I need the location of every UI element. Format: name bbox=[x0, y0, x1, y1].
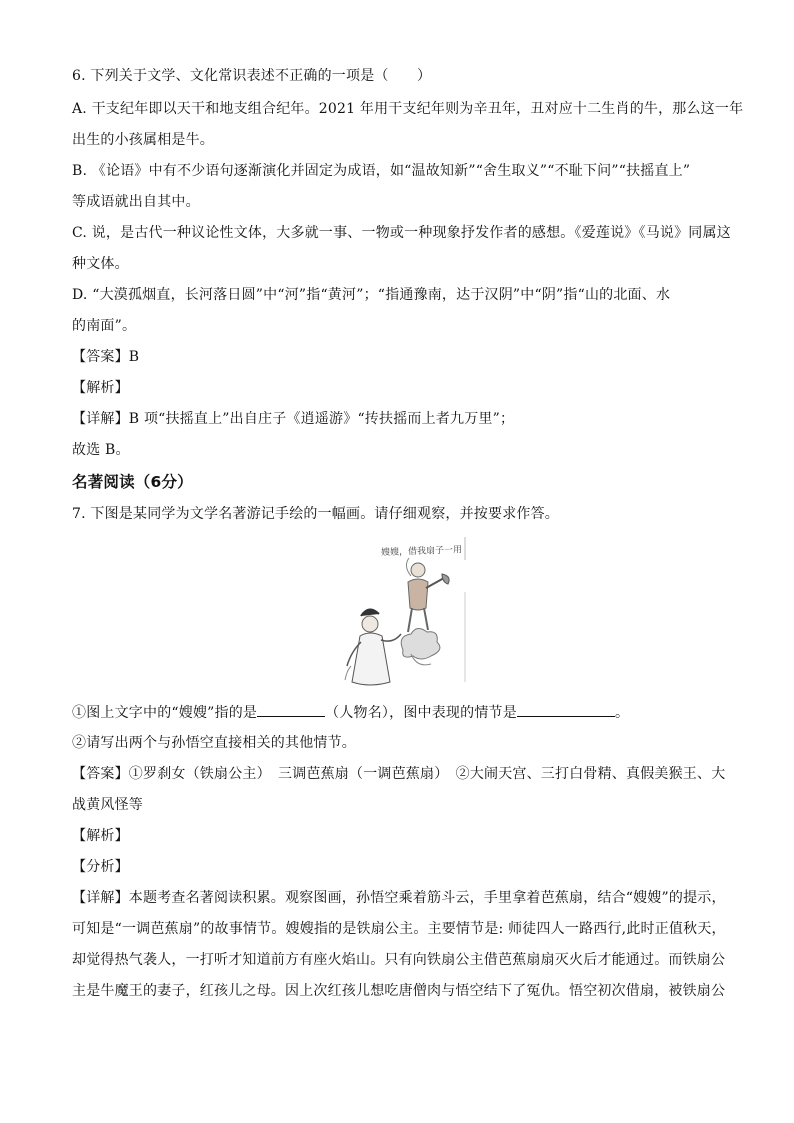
q7-fenxi-label: 【分析】 bbox=[72, 859, 129, 875]
q7-sub1-part-c: 。 bbox=[614, 705, 630, 721]
q7-detail-line2: 可知是“一调芭蕉扇”的故事情节。嫂嫂指的是铁扇公主。主要情节是: 师徒四人一路西行,此时正值秋天， bbox=[72, 921, 726, 937]
q6-option-d-line1: D. “大漠孤烟直，长河落日圆”中“河”指“黄河”；“指通豫南，达于汉阴”中“阴”指“山的北面、水 bbox=[72, 287, 671, 303]
q7-detail-line1: 【详解】本题考查名著阅读积累。观察图画，孙悟空乘着筋斗云，手里拿着芭蕉扇，结合“嫂嫂”的提示， bbox=[72, 890, 726, 906]
q6-option-d-line2: 的南面”。 bbox=[72, 318, 137, 334]
q7-stem: 7. 下图是某同学为文学名著游记手绘的一幅画。请仔细观察，并按要求作答。 bbox=[72, 506, 560, 522]
q6-analysis-label: 【解析】 bbox=[72, 380, 129, 396]
q6-stem: 6. 下列关于文学、文化常识表述不正确的一项是（ ） bbox=[72, 68, 432, 84]
q7-answer-line1: 【答案】①罗刹女（铁扇公主） 三调芭蕉扇（一调芭蕉扇） ②大闹天宫、三打白骨精、真假美猴王、大 bbox=[72, 766, 726, 782]
illustration-drawing bbox=[315, 532, 480, 692]
q7-detail-line3: 却觉得热气袭人，一打听才知道前方有座火焰山。只有向铁扇公主借芭蕉扇扇灭火后才能通过。而铁扇公 bbox=[72, 952, 726, 968]
q6-option-c-line2: 种文体。 bbox=[72, 256, 129, 272]
q7-analysis-label: 【解析】 bbox=[72, 828, 129, 844]
q6-choose: 故选 B。 bbox=[72, 442, 130, 458]
illustration bbox=[315, 532, 480, 692]
q6-option-b-line2: 等成语就出自其中。 bbox=[72, 194, 200, 210]
figure-caption: 嫂嫂，借我扇子一用 bbox=[380, 545, 463, 559]
q7-sub2: ②请写出两个与孙悟空直接相关的其他情节。 bbox=[72, 735, 356, 751]
answer-blank-1[interactable] bbox=[257, 702, 325, 717]
q6-option-b-line1: B. 《论语》中有不少语句逐渐演化并固定为成语，如“温故知新”“舍生取义”“不耻下问”“扶摇直上” bbox=[72, 163, 691, 179]
answer-blank-2[interactable] bbox=[517, 702, 615, 717]
q6-option-c-line1: C. 说，是古代一种议论性文体，大多就一事、一物或一种现象抒发作者的感想。《爱莲说》《马说》同属这 bbox=[72, 225, 731, 241]
q7-sub1-part-b: （人物名），图中表现的情节是 bbox=[325, 705, 517, 721]
q7-answer-line2: 战黄风怪等 bbox=[72, 797, 143, 813]
q7-detail-line4: 主是牛魔王的妻子，红孩儿之母。因上次红孩儿想吃唐僧肉与悟空结下了冤仇。悟空初次借扇，被铁扇公 bbox=[72, 983, 726, 999]
q7-sub1 bbox=[72, 702, 732, 723]
q6-option-a-line1: A. 干支纪年即以天干和地支组合纪年。2021 年用干支纪年则为辛丑年，丑对应十二生肖的牛，那么这一年 bbox=[72, 101, 744, 117]
q6-option-a-line2: 出生的小孩属相是牛。 bbox=[72, 132, 214, 148]
section-title: 名著阅读（6分） bbox=[72, 473, 193, 491]
q7-sub1-part-a: ①图上文字中的“嫂嫂”指的是 bbox=[72, 705, 258, 721]
q6-answer: 【答案】B bbox=[72, 349, 140, 365]
q6-detail: 【详解】B 项“扶摇直上”出自庄子《逍遥游》“抟扶摇而上者九万里”； bbox=[72, 411, 515, 427]
